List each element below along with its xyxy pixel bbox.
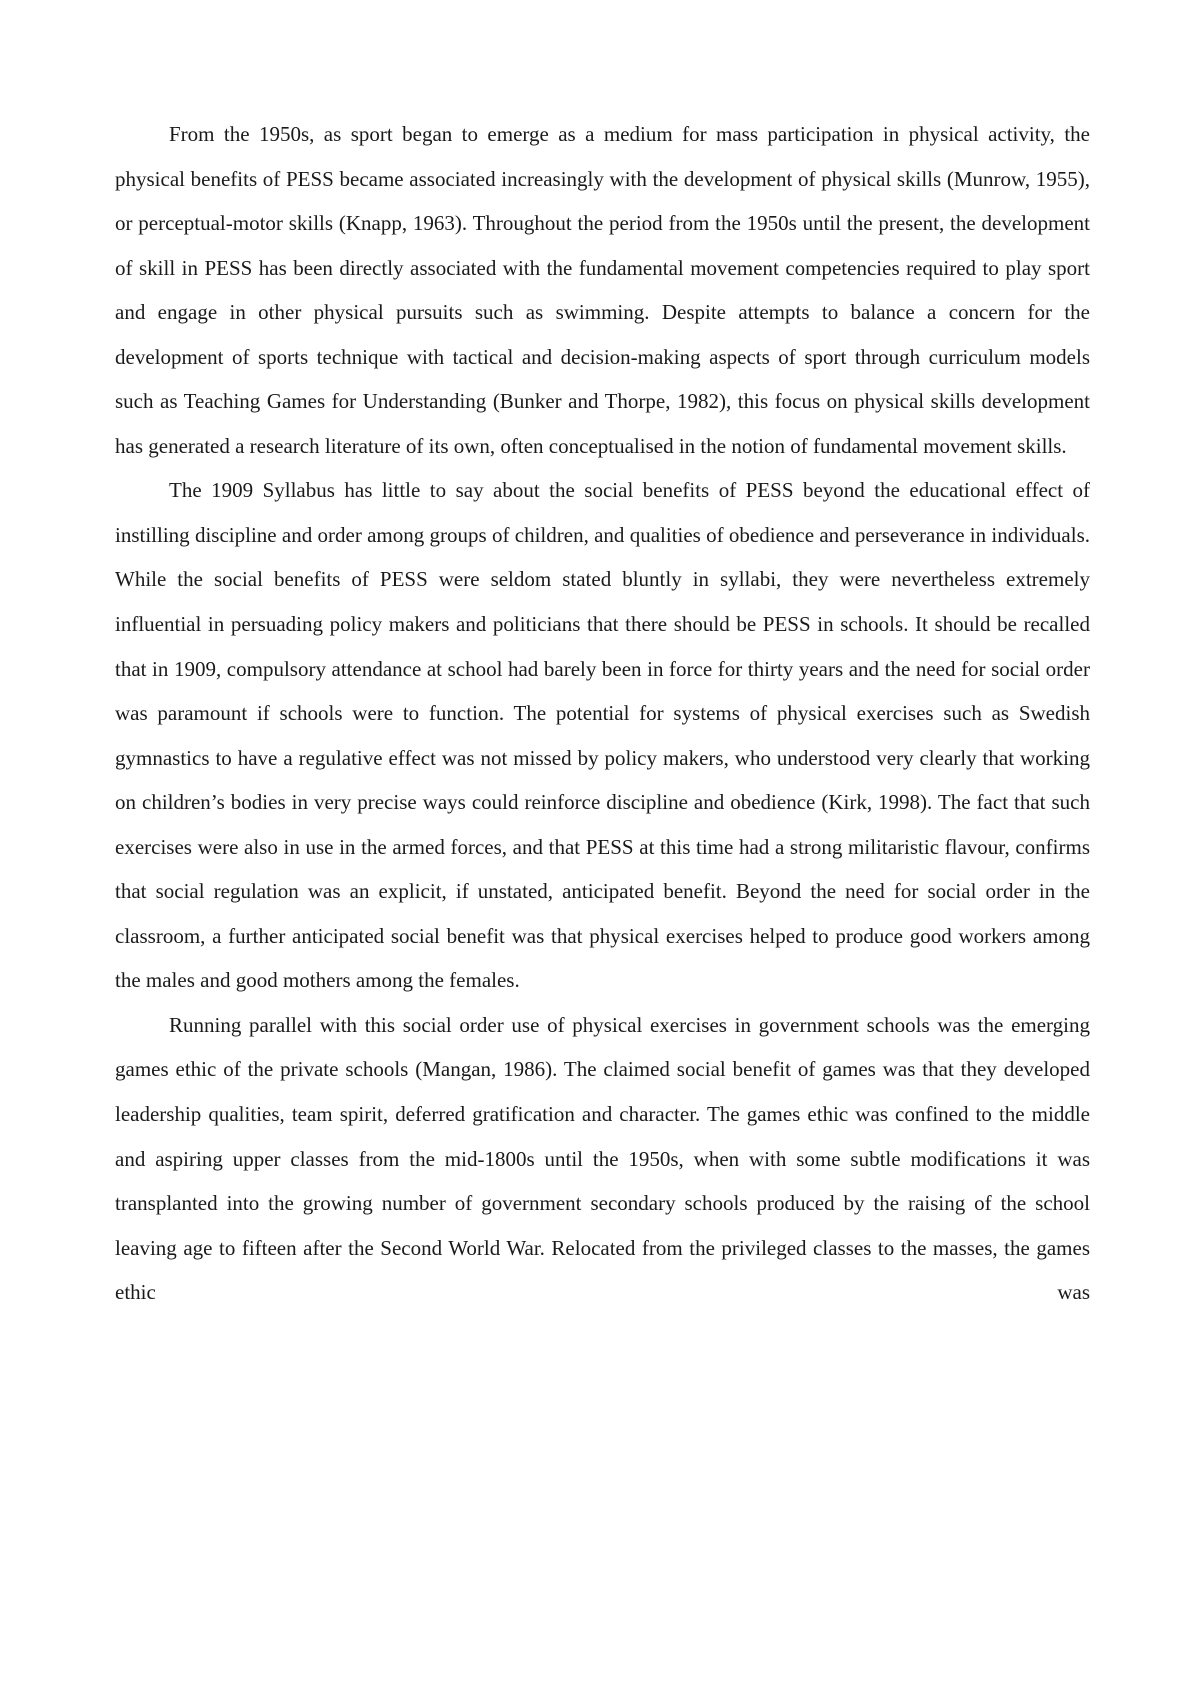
body-text — [115, 112, 1090, 1315]
paragraph-1: From the 1950s, as sport began to emerge as a medium for mass participation in physical activity, the physical benefits of PESS became associated increasingly with the development of physical skills (Munrow, 1955), or perceptual-motor skills (Knapp, 1963). Throughout the period from the 1950s until the present, the development of skill in PESS has been directly associated with the fundamental movement competencies required to play sport and engage in other physical pursuits such as swimming. Despite attempts to balance a concern for the development of sports technique with tactical and decision-making aspects of sport through curriculum models such as Teaching Games for Understanding (Bunker and Thorpe, 1982), this focus on physical skills development has generated a research literature of its own, often conceptualised in the notion of fundamental movement skills. — [115, 122, 1090, 458]
paragraph-3: Running parallel with this social order use of physical exercises in government schools was the emerging games ethic of the private schools (Mangan, 1986). The claimed social benefit of games was that they developed leadership qualities, team spirit, deferred gratification and character. The games ethic was confined to the middle and aspiring upper classes from the mid-1800s until the 1950s, when with some subtle modifications it was transplanted into the growing number of government secondary schools produced by the raising of the school leaving age to fifteen after the Second World War. Relocated from the privileged classes to the masses, the games ethic was — [115, 1012, 1090, 1305]
paragraph-2: The 1909 Syllabus has little to say about the social benefits of PESS beyond the educational effect of instilling discipline and order among groups of children, and qualities of obedience and perseverance in individuals. While the social benefits of PESS were seldom stated bluntly in syllabi, they were nevertheless extremely influential in persuading policy makers and politicians that there should be PESS in schools. It should be recalled that in 1909, compulsory attendance at school had barely been in force for thirty years and the need for social order was paramount if schools were to function. The potential for systems of physical exercises such as Swedish gymnastics to have a regulative effect was not missed by policy makers, who understood very clearly that working on children’s bodies in very precise ways could reinforce discipline and obedience (Kirk, 1998). The fact that such exercises were also in use in the armed forces, and that PESS at this time had a strong militaristic flavour, confirms that social regulation was an explicit, if unstated, anticipated benefit. Beyond the need for social order in the classroom, a further anticipated social benefit was that physical exercises helped to produce good workers among the males and good mothers among the females. — [115, 478, 1090, 993]
